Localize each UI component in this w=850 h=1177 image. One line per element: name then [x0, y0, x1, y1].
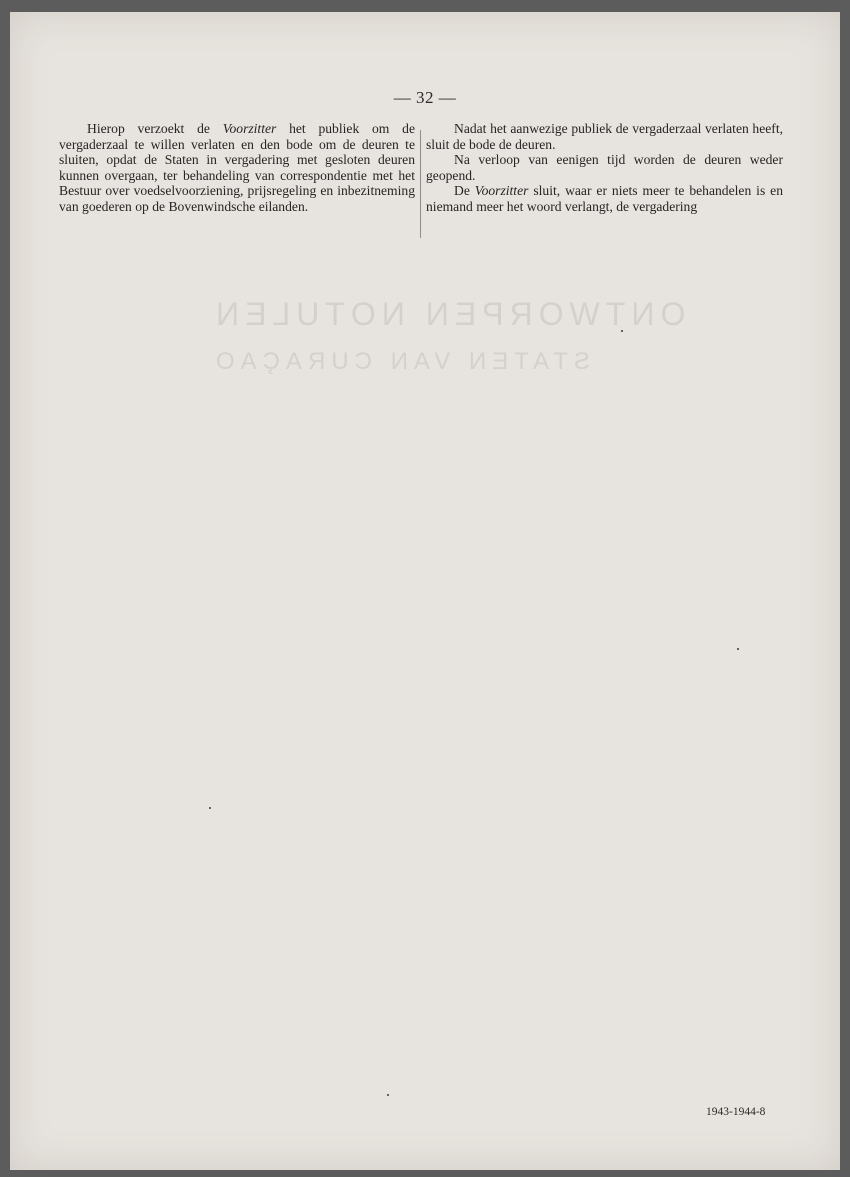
column-divider: [420, 130, 421, 238]
right-paragraph-1: Nadat het aanwezige publiek de vergaderzaal verlaten heeft, sluit de bode de deuren.: [426, 121, 783, 152]
italic-text-run: Voorzitter: [222, 121, 277, 136]
paper-speck: [737, 648, 739, 650]
paper-speck: [621, 330, 623, 332]
document-page: [10, 12, 840, 1170]
right-column: [426, 121, 783, 215]
footer-code: 1943-1944-8: [706, 1106, 766, 1118]
text-run: Hierop verzoekt de: [87, 121, 223, 136]
text-run: sluit, waar er niets meer te behandelen is en niemand meer het woord verlangt, de vergadering: [426, 183, 783, 214]
text-run: het publiek om de vergaderzaal te willen verlaten en den bode om de deuren te sluiten, opdat de Staten in vergadering met gesloten deuren kunnen overgaan, ter behandeling van correspondentie met het Bestuur over voedselvoorziening, prijsregeling en inbezitneming van goederen op de Bovenwindsche eilanden.: [59, 121, 415, 214]
paper-speck: [209, 807, 211, 809]
right-paragraph-2: Na verloop van eenigen tijd worden de deuren weder geopend.: [426, 152, 783, 183]
page-number: — 32 —: [393, 88, 457, 107]
paper-speck: [387, 1094, 389, 1096]
bleed-through-heading: ONTWORPEN NOTULEN: [210, 296, 686, 332]
right-paragraph-3: [426, 183, 783, 214]
left-column: [59, 121, 415, 215]
bleed-through-text: [10, 282, 840, 982]
left-paragraph: [59, 121, 415, 215]
italic-text-run: Voorzitter: [474, 183, 529, 199]
text-run: De: [454, 183, 475, 199]
bleed-through-subheading: STATEN VAN CURAÇAO: [210, 348, 591, 375]
